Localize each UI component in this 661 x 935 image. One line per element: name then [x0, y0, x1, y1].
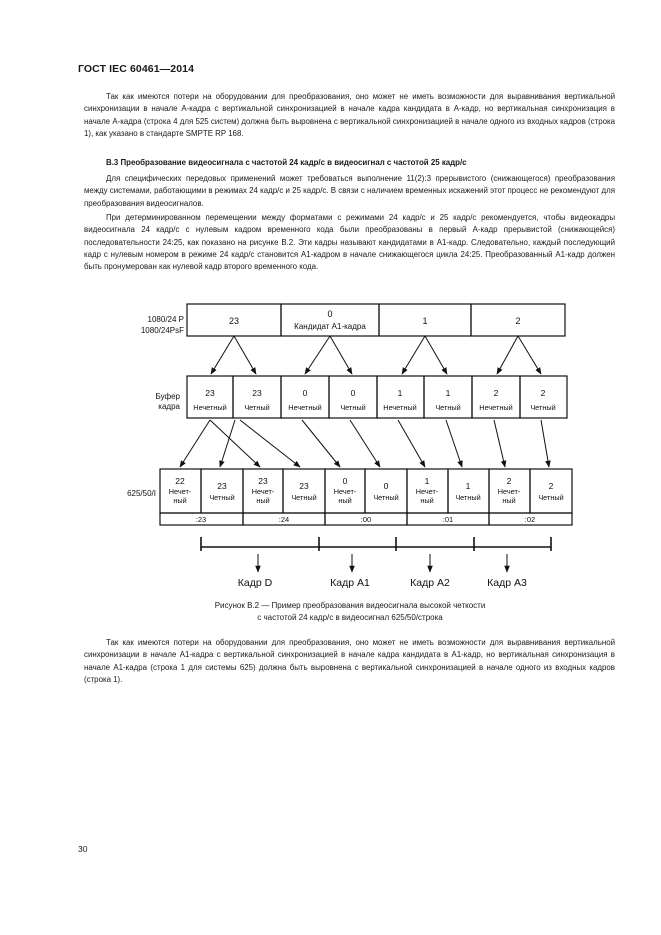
row2-field-number: 23 — [252, 388, 262, 398]
row3-field-box — [530, 469, 572, 513]
row3-field-number: 2 — [506, 476, 512, 486]
row3-field-parity: Нечет- — [415, 487, 439, 496]
row2-field-parity: Четный — [435, 403, 461, 412]
row1-label-top: 1080/24 P — [147, 315, 184, 324]
row2-field-number: 0 — [302, 388, 308, 398]
timecode-label: :00 — [360, 515, 372, 524]
row3-field-parity: Нечет- — [251, 487, 275, 496]
row3-field-number: 23 — [217, 481, 227, 491]
row1-frame-number: 0 — [327, 309, 333, 319]
row3-field-parity: Нечет- — [497, 487, 521, 496]
row2-field-parity: Четный — [530, 403, 556, 412]
figure-caption-line2: с частотой 24 кадр/с в видеосигнал 625/50/строка — [257, 613, 443, 622]
row1-label-bottom: 1080/24PsF — [140, 326, 184, 335]
frame-label-a1: Кадр А1 — [330, 577, 370, 589]
row3-field-parity-cont: ный — [256, 496, 270, 505]
arrows-row2-to-row3 — [180, 420, 549, 467]
row2-field-number: 2 — [493, 388, 499, 398]
timecode-label: :02 — [524, 515, 536, 524]
arrows-row1-to-row2 — [211, 336, 541, 374]
row3-field-parity: Нечет- — [168, 487, 192, 496]
arrow — [330, 336, 352, 374]
arrow — [541, 420, 549, 467]
row2-field-parity: Четный — [340, 403, 366, 412]
row3-field-parity: Четный — [373, 493, 399, 502]
row3-field-number: 2 — [548, 481, 554, 491]
arrow — [497, 336, 518, 374]
arrow — [302, 420, 340, 467]
row3-field-box — [365, 469, 407, 513]
row2-field-parity: Нечетный — [288, 403, 322, 412]
arrow — [210, 420, 260, 467]
row1-frames — [187, 304, 565, 336]
row3-field-box — [448, 469, 489, 513]
timecode-row — [160, 513, 572, 525]
row1-candidate-label: Кандидат А1-кадра — [294, 322, 366, 331]
row2-field-parity: Нечетный — [193, 403, 227, 412]
row2-field-number: 1 — [397, 388, 403, 398]
arrow — [446, 420, 462, 467]
arrow — [398, 420, 425, 467]
row2-field-parity: Нечетный — [479, 403, 513, 412]
paragraph-a1-sync: Так как имеются потери на оборудовании для преобразования, оно может не иметь возможности для выравнивания вертикальной синхронизации в начале А1-кадра с вертикальной синхронизацией в начале кадра кандидата в А1-кадр, но вертикальная синхронизация в начале А1-кадра (строка 1 для системы 625) должна быть выровнена с вертикальной синхронизацией в начале одного из входных кадров (строка 1). — [84, 638, 615, 684]
row3-field-box — [283, 469, 325, 513]
frame-label-a3: Кадр А3 — [487, 577, 527, 589]
frame-label-arrows — [258, 554, 507, 572]
row2-field-number: 2 — [540, 388, 546, 398]
arrow — [350, 420, 380, 467]
row2-field-parity: Нечетный — [383, 403, 417, 412]
section-title: В.3 Преобразование видеосигнала с частотой 24 кадр/с в видеосигнал с частотой 25 кадр/с — [106, 158, 467, 167]
arrow — [211, 336, 234, 374]
paragraph-deterministic-transfer: При детерминированном перемещении между форматами с режимами 24 кадр/с и 25 кадр/с рекомендуется, чтобы видеокадры видеосигнала 24 кадр/с с нулевым кадром временного кода были преобразованы в первый А-кадр прерывистой (снижающейся) последовательности 24:25, как показано на рисунке В.2. Эти кадры называют кандидатами в А1-кадр. Следовательно, каждый последующий кадр с нулевым номером в режиме 24 кадр/с становится А1-кадром в начале снижающегося цикла 24:25. Преобразованный А1-кадр должен быть пронумерован как нулевой кадр второго временного кода. — [84, 213, 615, 272]
timecode-label: :23 — [195, 515, 207, 524]
row2-field-number: 1 — [445, 388, 451, 398]
row1-frame-number: 2 — [515, 316, 521, 326]
arrow — [494, 420, 505, 467]
row3-output-fields — [160, 469, 572, 513]
timecode-label: :01 — [442, 515, 454, 524]
row3-field-parity-cont: ный — [338, 496, 352, 505]
row2-field-number: 0 — [350, 388, 356, 398]
arrow — [402, 336, 425, 374]
row3-field-number: 22 — [175, 476, 185, 486]
row3-field-parity-cont: ный — [173, 496, 187, 505]
figure-caption — [150, 600, 550, 624]
row3-field-number: 0 — [342, 476, 348, 486]
arrow — [305, 336, 330, 374]
arrow — [240, 420, 300, 467]
frame-label-d: Кадр D — [237, 577, 273, 589]
row3-field-number: 1 — [465, 481, 471, 491]
arrow — [518, 336, 541, 374]
row2-field-parity: Четный — [244, 403, 270, 412]
arrow — [220, 420, 235, 467]
row3-field-number: 0 — [383, 481, 389, 491]
arrow — [425, 336, 447, 374]
row3-field-parity: Четный — [291, 493, 317, 502]
row2-label-top: Буфер — [155, 392, 180, 401]
row3-field-number: 23 — [258, 476, 268, 486]
row1-frame-number: 23 — [228, 316, 240, 326]
row3-field-parity: Нечет- — [333, 487, 357, 496]
paragraph-intro: Так как имеются потери на оборудовании для преобразования, оно может не иметь возможности для выравнивания вертикальной синхронизации в начале А-кадра с вертикальной синхронизацией в начале кадра кандидата в А-кадр, но вертикальная синхронизация в начале А-кадра (строка 4 для 525 систем) должна быть выровнена с вертикальной синхронизацией в начале одного из входных кадров (строка 1), как указано в стандарте SMPTE RP 168. — [84, 92, 615, 138]
page-number: 30 — [78, 844, 88, 854]
row3-field-parity: Четный — [538, 493, 564, 502]
arrow — [234, 336, 256, 374]
frame-bracket — [201, 537, 551, 551]
document-header: ГОСТ IEC 60461—2014 — [78, 63, 195, 75]
row1-frame-number: 1 — [422, 316, 428, 326]
row2-label-bottom: кадра — [158, 402, 180, 411]
frame-label-a2: Кадр А2 — [410, 577, 450, 589]
row2-field-number: 23 — [205, 388, 215, 398]
arrow — [180, 420, 210, 467]
row3-field-parity: Четный — [209, 493, 235, 502]
row2-frame-buffer — [187, 376, 567, 418]
row3-field-number: 1 — [424, 476, 430, 486]
figure-caption-line1: Рисунок В.2 — Пример преобразования видеосигнала высокой четкости — [214, 601, 486, 610]
row3-label: 625/50/I — [127, 489, 156, 498]
row3-field-parity-cont: ный — [420, 496, 434, 505]
row3-field-parity: Четный — [455, 493, 481, 502]
paragraph-specific-applications: Для специфических передовых применений может требоваться выполнение 11(2):3 прерывистого (снижающегося) преобразования между системами, работающими в режимах 24 кадр/с и 25 кадр/с. В связи с наличием временных искажений этот процесс не рекомендуют для преобразования видеосигналов. — [84, 174, 615, 208]
row3-field-number: 23 — [299, 481, 309, 491]
timecode-label: :24 — [278, 515, 290, 524]
row3-field-parity-cont: ный — [502, 496, 516, 505]
row3-field-box — [201, 469, 243, 513]
